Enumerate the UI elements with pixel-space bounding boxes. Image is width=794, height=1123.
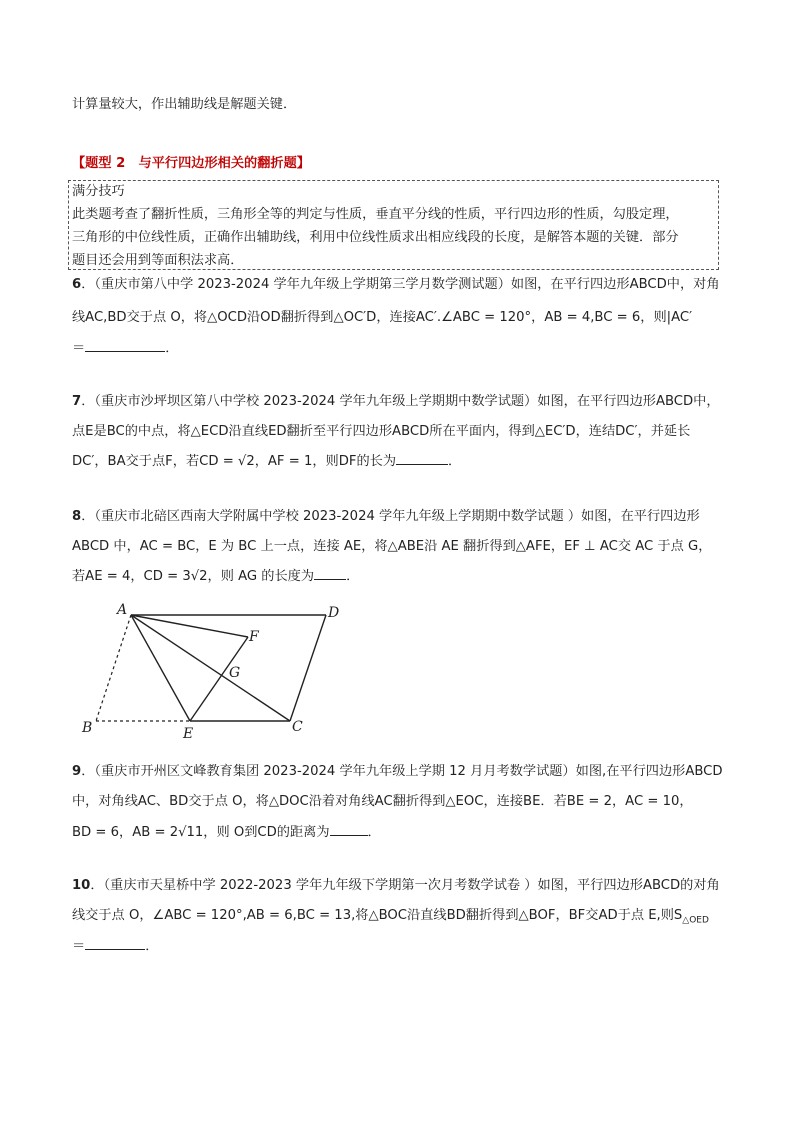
question-6-line-2: 线AC,BD交于点 O，将△OCD沿OD翻折得到△OC′D，连接AC′.∠ABC = 120°，AB = 4,BC = 6，则|AC′ bbox=[72, 310, 693, 325]
question-8-answer-blank[interactable] bbox=[314, 567, 346, 580]
question-10-end: ． bbox=[145, 939, 159, 954]
label-d: D bbox=[328, 605, 340, 621]
label-b: B bbox=[82, 720, 93, 736]
segment-ac bbox=[131, 615, 290, 721]
question-7-end: ． bbox=[448, 454, 462, 469]
question-10-number: 10 bbox=[72, 878, 91, 893]
question-7-line-2: 点E是BC的中点，将△ECD沿直线ED翻折至平行四边形ABCD所在平面内，得到△EC′D，连结DC′，并延长 bbox=[72, 424, 691, 439]
segment-dc bbox=[290, 615, 326, 721]
question-9-text-1: ．（重庆市开州区文峰教育集团 2023-2024 学年九年级上学期 12 月月考数学试题）如图,在平行四边形ABCD bbox=[81, 764, 723, 779]
question-10-answer-blank[interactable] bbox=[85, 937, 145, 950]
question-9-number: 9 bbox=[72, 764, 82, 779]
question-10-text-1: ．（重庆市天星桥中学 2022-2023 学年九年级下学期第一次月考数学试卷 ）如图，平行四边形ABCD的对角 bbox=[90, 878, 720, 893]
question-7-line-1 bbox=[72, 393, 720, 411]
segment-ae bbox=[131, 615, 190, 721]
question-9-line-3 bbox=[72, 823, 381, 842]
question-8-number: 8 bbox=[72, 509, 82, 524]
question-7-line-3 bbox=[72, 452, 461, 471]
question-6-number: 6 bbox=[72, 277, 82, 292]
label-a: A bbox=[117, 602, 128, 618]
question-10-line-2 bbox=[72, 907, 709, 930]
question-9-line-1 bbox=[72, 763, 723, 781]
question-7-text-3: DC′，BA交于点F，若CD = √2，AF = 1，则DF的长为 bbox=[72, 454, 397, 469]
question-7-answer-blank[interactable] bbox=[396, 452, 448, 465]
question-10-line-3 bbox=[72, 937, 158, 956]
question-9-line-2: 中，对角线AC、BD交于点 O，将△DOC沿着对角线AC翻折得到△EOC，连接BE．若BE = 2，AC = 10， bbox=[72, 794, 693, 809]
section-title: 【题型 2 与平行四边形相关的翻折题】 bbox=[72, 156, 310, 171]
question-8-text-1: ．（重庆市北碚区西南大学附属中学校 2023-2024 学年九年级上学期期中数学试题 ）如图，在平行四边形 bbox=[81, 509, 700, 524]
segment-ab bbox=[96, 615, 131, 721]
question-8-end: ． bbox=[346, 569, 360, 584]
tip-line-2: 三角形的中位线性质，正确作出辅助线，利用中位线性质求出相应线段的长度，是解答本题的关键．部分 bbox=[72, 230, 679, 245]
tip-line-1: 此类题考查了翻折性质，三角形全等的判定与性质，垂直平分线的性质，平行四边形的性质，勾股定理， bbox=[72, 207, 679, 222]
question-6-end: ． bbox=[165, 341, 179, 356]
question-7-text-1: ．（重庆市沙坪坝区第八中学校 2023-2024 学年九年级上学期期中数学试题）如图，在平行四边形ABCD中， bbox=[81, 394, 720, 409]
question-6-line-1 bbox=[72, 276, 720, 294]
intro-line: 计算量较大，作出辅助线是解题关键． bbox=[72, 97, 297, 112]
question-9-answer-blank[interactable] bbox=[330, 823, 368, 836]
question-10-subscript: △OED bbox=[682, 915, 709, 926]
label-e: E bbox=[183, 726, 194, 740]
question-8-line-1 bbox=[72, 508, 700, 526]
question-9-end: ． bbox=[367, 825, 381, 840]
question-9-text-3: BD = 6，AB = 2√11，则 O到CD的距离为 bbox=[72, 825, 330, 840]
question-8-line-3 bbox=[72, 567, 359, 586]
question-7-number: 7 bbox=[72, 394, 82, 409]
question-8-line-2: ABCD 中，AC = BC，E 为 BC 上一点，连接 AE，将△ABE沿 AE 翻折得到△AFE，EF ⊥ AC交 AC 于点 G， bbox=[72, 539, 712, 554]
label-g: G bbox=[229, 665, 241, 681]
parallelogram-figure bbox=[78, 598, 348, 740]
question-10-line-1 bbox=[72, 877, 720, 895]
label-c: C bbox=[292, 719, 303, 735]
label-f: F bbox=[249, 629, 259, 645]
question-6-line-3 bbox=[72, 339, 178, 358]
tip-heading: 满分技巧 bbox=[72, 184, 125, 199]
question-6-text-1: ．（重庆市第八中学 2023-2024 学年九年级上学期第三学月数学测试题）如图，在平行四边形ABCD中，对角 bbox=[81, 277, 720, 292]
question-8-text-3: 若AE = 4，CD = 3√2，则 AG 的长度为 bbox=[72, 569, 315, 584]
question-10-text-3: ＝ bbox=[72, 939, 86, 954]
question-10-text-2: 线交于点 O，∠ABC = 120°,AB = 6,BC = 13,将△BOC沿直线BD翻折得到△BOF，BF交AD于点 E,则S bbox=[72, 908, 683, 923]
question-6-text-3: ＝ bbox=[72, 341, 86, 356]
tip-line-3: 题目还会用到等面积法求高． bbox=[72, 253, 244, 268]
question-6-answer-blank[interactable] bbox=[85, 339, 165, 352]
